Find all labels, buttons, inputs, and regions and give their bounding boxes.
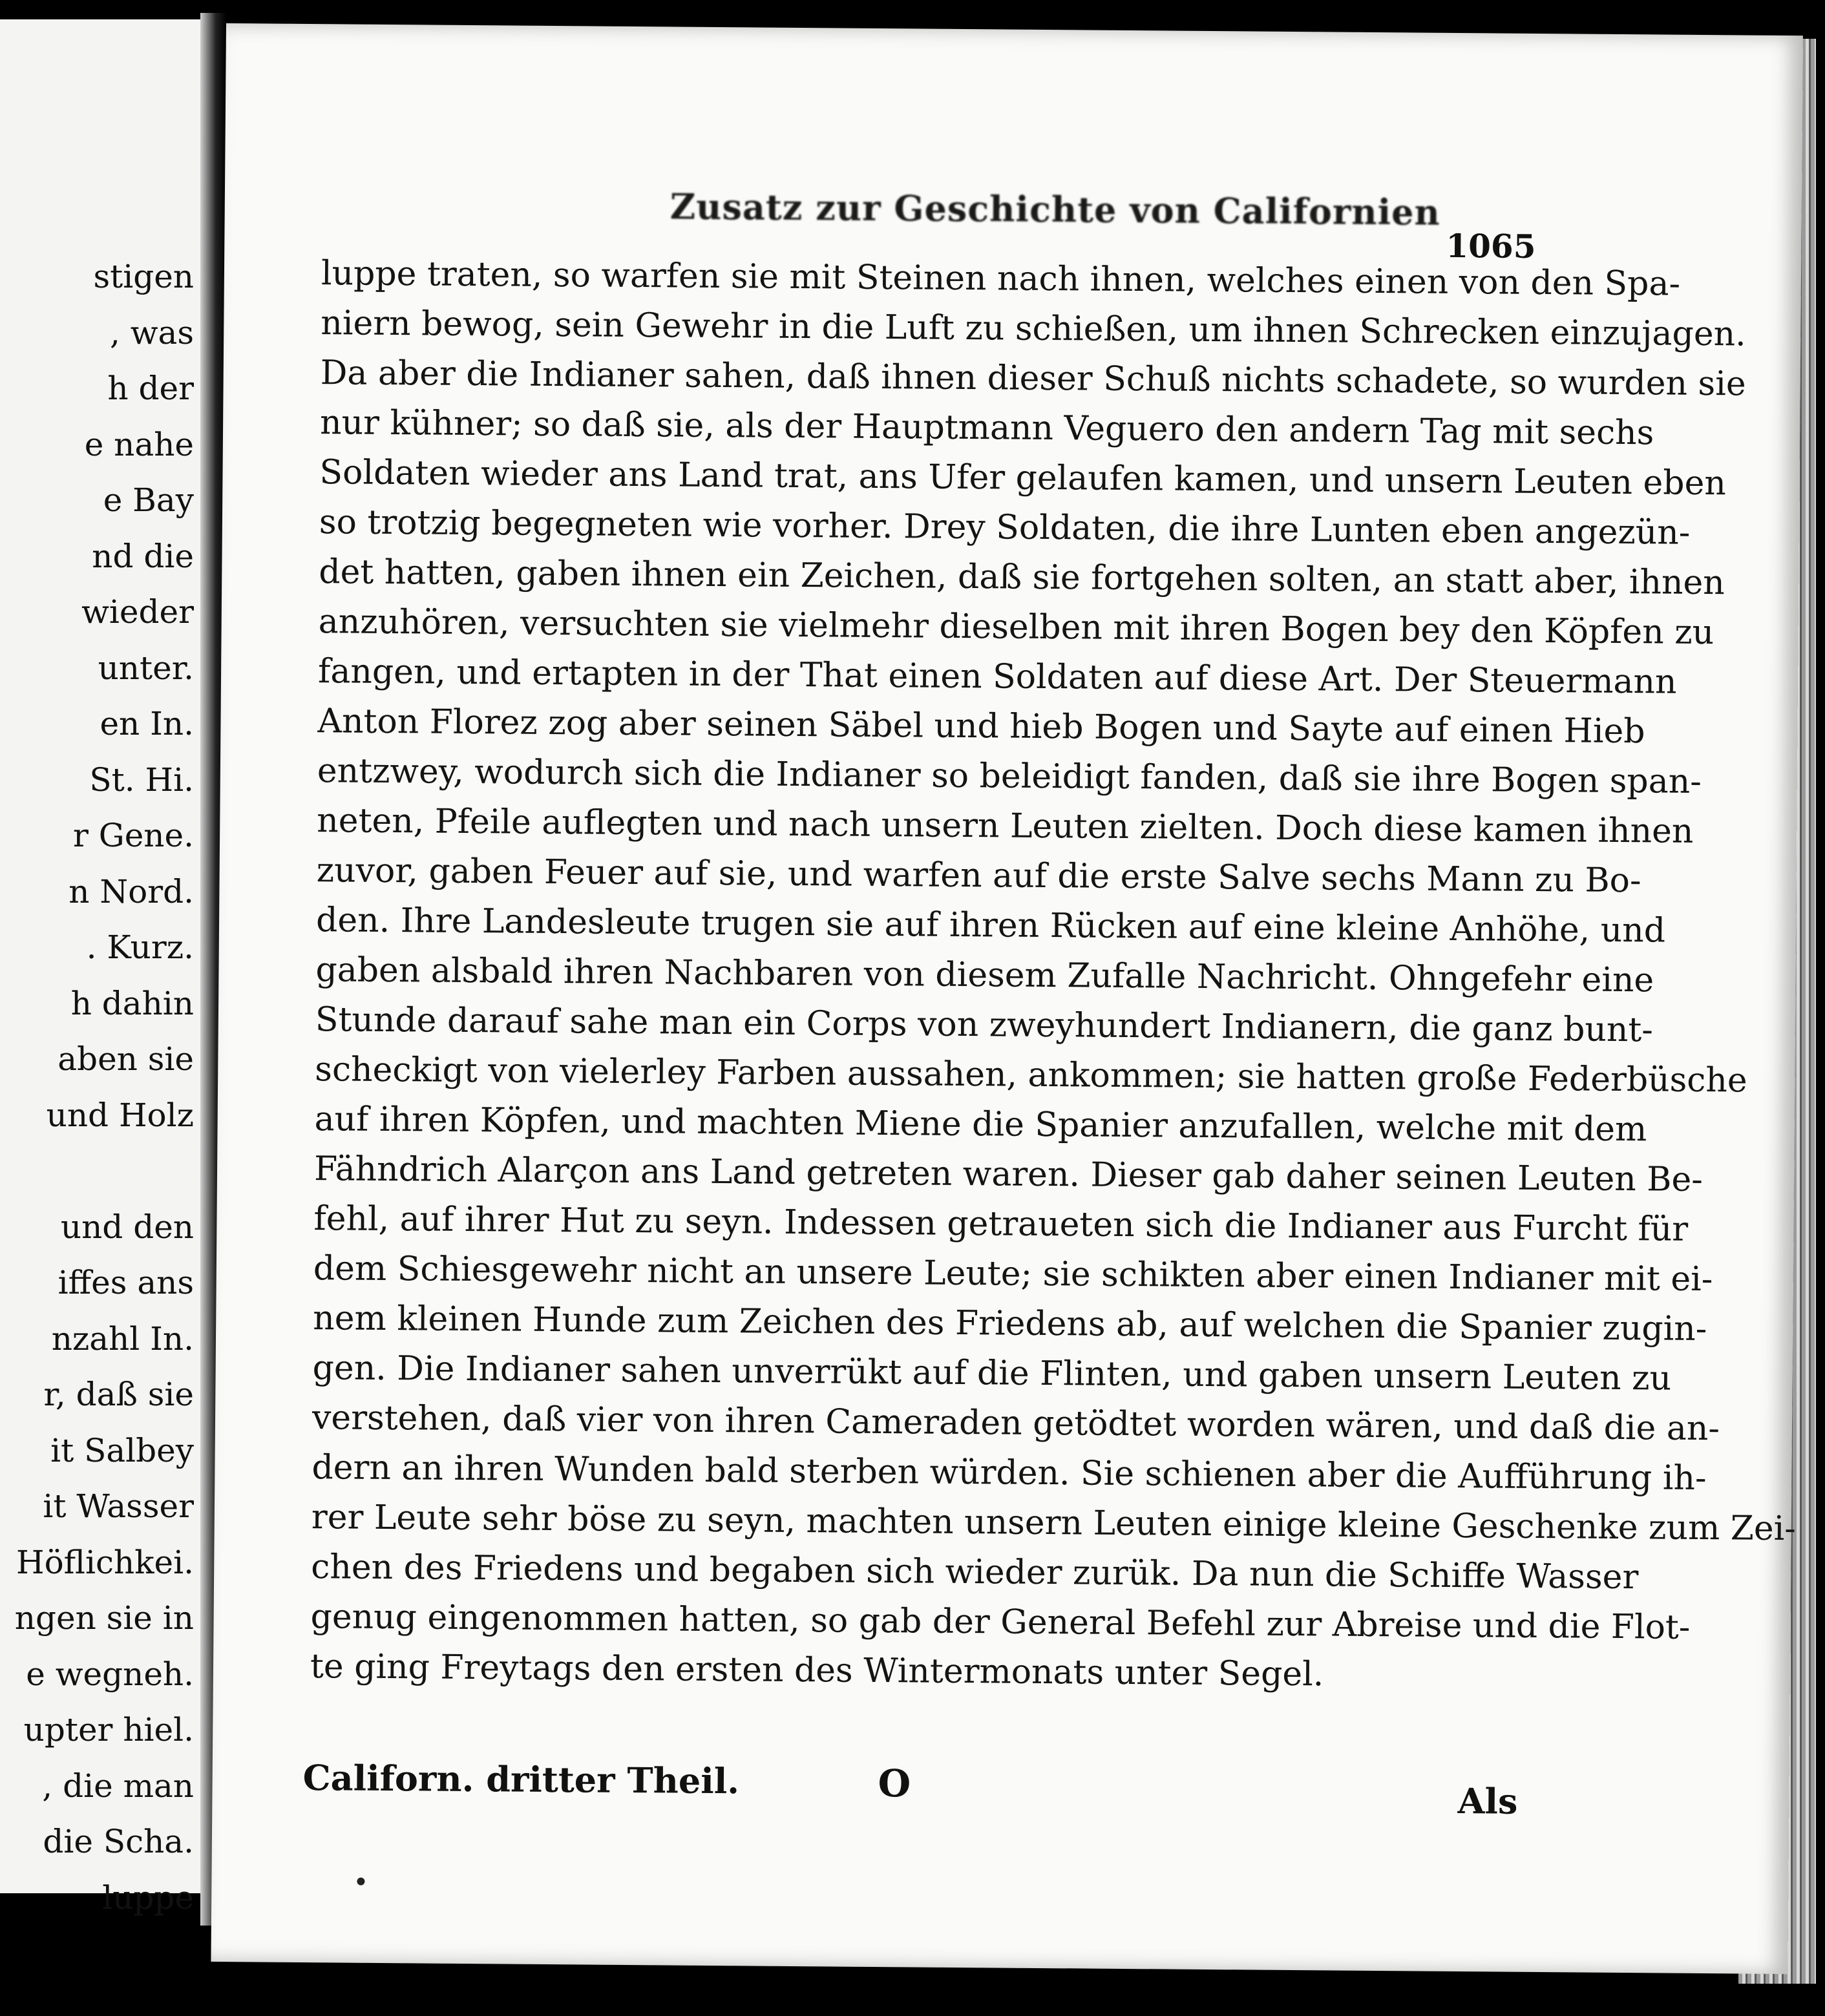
text-line: rer Leute sehr böse zu seyn, machten unsern Leuten einige kleine Geschenke zum Zei- [311,1498,1797,1549]
left-line-fragment [0,1143,194,1199]
left-line-fragment: die Scha. [43,1823,194,1860]
text-line: Da aber die Indianer sahen, daß ihnen dieser Schuß nichts schadete, so wurden sie [320,353,1746,404]
left-line-fragment: e nahe [84,425,194,463]
left-line-fragment: . Kurz. [86,929,194,966]
right-main-page [211,23,1802,1974]
body-text [310,249,1797,1701]
left-line-fragment: r, daß sie [43,1376,194,1413]
left-line-fragment: e wegneh. [26,1655,194,1693]
left-line-fragment: h der [107,370,194,407]
left-line-fragment: , was [109,313,194,352]
left-page-line-fragments [0,249,194,1926]
text-line: den. Ihre Landesleute trugen sie auf ihren Rücken auf eine kleine Anhöhe, und [315,901,1666,950]
signature-text: Californ. dritter Theil. [302,1757,740,1802]
left-line-fragment: e Bay [103,481,194,519]
text-line: luppe traten, so warfen sie mit Steinen nach ihnen, welches einen von den Spa- [321,254,1681,304]
text-line: genug eingenommen hatten, so gab der General Befehl zur Abreise und die Flot- [310,1597,1691,1647]
left-line-fragment: nd die [92,537,194,575]
signature-mark: O [878,1761,911,1806]
text-line: scheckigt von vielerley Farben aussahen, ankommen; sie hatten große Federbüsche [315,1050,1747,1100]
text-line: Soldaten wieder ans Land trat, ans Ufer gelaufen kamen, und unsern Leuten eben [319,453,1727,503]
left-line-fragment: Höflichkei. [16,1543,194,1581]
left-line-fragment: St. Hi. [89,761,194,799]
text-line: gaben alsbald ihren Nachbaren von diesem Zufalle Nachricht. Ohngefehr eine [315,950,1654,1000]
left-line-fragment: nzahl In. [51,1319,194,1358]
text-line: dem Schiesgewehr nicht an unsere Leute; sie schikten aber einen Indianer mit ei- [313,1249,1713,1299]
text-line: so trotzig begegneten wie vorher. Drey Soldaten, die ihre Lunten eben angezün- [319,503,1691,552]
text-line: Stunde darauf sahe man ein Corps von zweyhundert Indianern, die ganz bunt- [315,1000,1654,1050]
left-line-fragment: , die man [42,1767,194,1805]
text-line: entzwey, wodurch sich die Indianer so beleidigt fanden, daß sie ihre Bogen span- [317,751,1702,801]
text-line: fangen, und ertapten in der That einen Soldaten auf diese Art. Der Steuermann [317,652,1677,702]
left-line-fragment: it Wasser [43,1487,194,1525]
page-number: 1065 [1446,226,1536,266]
text-line: verstehen, daß vier von ihren Cameraden getödtet worden wären, und daß die an- [311,1398,1720,1449]
text-line: neten, Pfeile auflegten und nach unsern Leuten zielten. Doch diese kamen ihnen [317,801,1694,851]
text-line: nem kleinen Hunde zum Zeichen des Friedens ab, auf welchen die Spanier zugin- [313,1299,1707,1349]
text-line: det hatten, gaben ihnen ein Zeichen, daß sie fortgehen solten, an statt aber, ihnen [319,552,1725,603]
text-line: nur kühner; so daß sie, als der Hauptmann Veguero den andern Tag mit sechs [319,403,1654,453]
ink-dot [357,1878,364,1885]
text-line: gen. Die Indianer sahen unverrükt auf die Flinten, und gaben unsern Leuten zu [312,1349,1672,1398]
left-line-fragment: n Nord. [69,872,194,910]
running-head: Zusatz zur Geschichte von Californien [670,185,1440,233]
text-line: anzuhören, versuchten sie vielmehr dieselben mit ihren Bogen bey den Köpfen zu [318,602,1714,653]
left-line-fragment: unter. [98,649,194,687]
left-line-fragment: it Salbey [50,1431,194,1469]
left-line-fragment: r Gene. [72,817,194,854]
left-line-fragment: h dahin [70,984,194,1022]
text-line: dern an ihren Wunden bald sterben würden. Sie schienen aber die Aufführung ih- [311,1448,1707,1498]
text-line: auf ihren Köpfen, und machten Miene die Spanier anzufallen, welche mit dem [314,1100,1647,1150]
left-line-fragment: iffes ans [58,1264,194,1301]
left-facing-page [0,19,213,1916]
text-line: niern bewog, sein Gewehr in die Luft zu schießen, um ihnen Schrecken einzujagen. [321,304,1746,354]
left-line-fragment: wieder [81,593,194,631]
left-line-fragment: stigen [93,258,194,295]
text-line: Fähndrich Alarçon ans Land getreten waren. Dieser gab daher seinen Leuten Be- [313,1150,1704,1199]
page-footer [302,1757,1518,1822]
text-line: te ging Freytags den ersten des Wintermonats unter Segel. [310,1647,1324,1694]
left-line-fragment: ngen sie in [14,1599,194,1637]
text-line: zuvor, gaben Feuer auf sie, und warfen auf die erste Salve sechs Mann zu Bo- [316,851,1641,901]
left-line-fragment: aben sie [58,1040,194,1078]
left-line-fragment: und Holz [46,1096,194,1134]
text-line: fehl, auf ihrer Hut zu seyn. Indessen getraueten sich die Indianer aus Furcht für [313,1199,1689,1249]
left-line-fragment: luppe [102,1878,194,1916]
text-line: Anton Florez zog aber seinen Säbel und hieb Bogen und Sayte auf einen Hieb [317,702,1645,751]
left-line-fragment: en In. [100,705,194,742]
left-line-fragment: upter hiel. [23,1711,194,1748]
left-line-fragment: und den [60,1208,194,1246]
text-line: chen des Friedens und begaben sich wieder zurük. Da nun die Schiffe Wasser [311,1548,1639,1597]
catchword: Als [1457,1780,1518,1822]
